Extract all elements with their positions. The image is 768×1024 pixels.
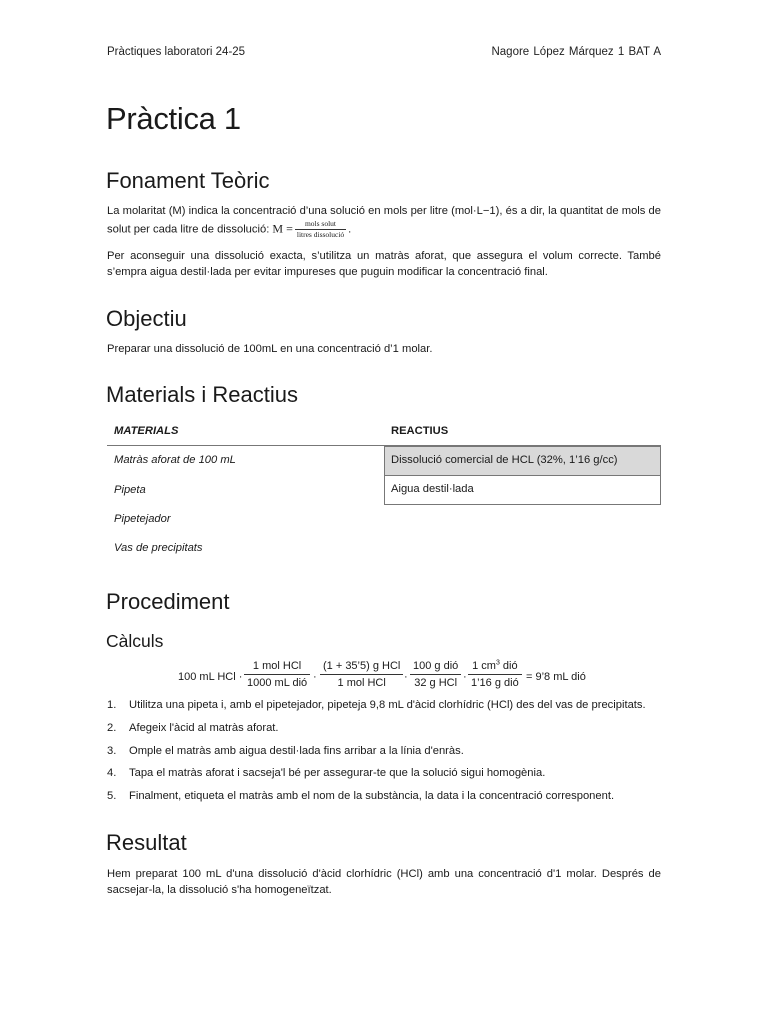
page-title: Pràctica 1: [106, 101, 241, 136]
heading-resultat: Resultat: [106, 830, 187, 855]
formula-lhs: M =: [272, 221, 293, 236]
fraction-denominator: 1’16 g dió: [471, 677, 519, 689]
fraction-denominator: 1 mol HCl: [337, 677, 386, 689]
reactiu-cell: [384, 475, 661, 505]
equation-result: = 9’8 mL dió: [526, 671, 586, 683]
column-header-materials: MATERIALS: [114, 425, 179, 437]
step-text: Utilitza una pipeta i, amb el pipetejador, pipeteja 9,8 mL d'àcid clorhídric (HCl) des del vas de precipitats.: [129, 699, 646, 711]
material-item: Pipeta: [114, 484, 146, 496]
page-header: [107, 46, 661, 62]
fraction-denominator: 1000 mL dió: [247, 677, 308, 689]
fraction-numerator: [468, 659, 522, 675]
equation-fraction-3: [410, 659, 461, 689]
step-number: 2.: [107, 722, 117, 734]
formula-numerator: mols solut: [295, 219, 346, 230]
cube-exponent: 3: [495, 659, 500, 667]
heading-objectiu: Objectiu: [106, 306, 187, 331]
header-course: Pràctiques laboratori 24-25: [107, 46, 246, 58]
fraction-numerator: (1 + 35’5) g HCl: [320, 659, 403, 675]
material-item: Vas de precipitats: [114, 542, 203, 554]
reactiu-item: Aigua destil·lada: [391, 483, 474, 495]
fonament-text: La molaritat (M) indica la concentració d’una solució en mols per litre (mol·L−1), és a dir, la quantitat de mols de solut per cada litre de dissolució:: [107, 205, 661, 236]
subheading-calculs: Càlculs: [106, 631, 164, 651]
step-text: Afegeix l'àcid al matràs aforat.: [129, 722, 279, 734]
step-text: Omple el matràs amb aigua destil·lada fins arribar a la línia d'enràs.: [129, 745, 464, 757]
multiply-dot: ·: [404, 671, 408, 683]
reactiu-item: Dissolució comercial de HCL (32%, 1’16 g/cc): [391, 454, 618, 466]
equation-lead: 100 mL HCl ·: [178, 671, 243, 683]
material-item: Matràs aforat de 100 mL: [114, 454, 236, 466]
numerator-part: dió: [499, 660, 518, 672]
objectiu-text: Preparar una dissolució de 100mL en una concentració d’1 molar.: [107, 343, 433, 355]
step-number: 3.: [107, 745, 117, 757]
step-text: Finalment, etiqueta el matràs amb el nom de la substància, la data i la concentració corresponent.: [129, 790, 615, 802]
column-header-reactius: REACTIUS: [391, 425, 449, 437]
formula-denominator: litres dissolució: [296, 230, 345, 239]
fraction-numerator: 1 mol HCl: [244, 659, 310, 675]
multiply-dot: ·: [463, 671, 467, 683]
step-text: Tapa el matràs aforat i sacseja'l bé per assegurar-te que la solució sigui homogènia.: [129, 767, 546, 779]
multiply-dot: ·: [313, 671, 317, 683]
equation-fraction-4: [468, 659, 522, 689]
resultat-text: Hem preparat 100 mL d'una dissolució d'àcid clorhídric (HCl) amb una concentració d'1 molar. Després de sacsejar-la, la dissolució s'ha homogeneïtzat.: [107, 868, 661, 896]
step-number: 5.: [107, 790, 117, 802]
heading-materials: Materials i Reactius: [106, 382, 298, 407]
step-number: 4.: [107, 767, 117, 779]
heading-procediment: Procediment: [106, 589, 230, 614]
step-number: 1.: [107, 699, 117, 711]
equation-fraction-1: [244, 659, 310, 689]
molarity-fraction: [295, 219, 346, 240]
table-header-row: [107, 417, 661, 446]
formula-end: .: [348, 223, 352, 236]
fonament-paragraph-1: [107, 203, 661, 240]
fraction-denominator: 32 g HCl: [414, 677, 458, 689]
fonament-paragraph-2: Per aconseguir una dissolució exacta, s’utilitza un matràs aforat, que assegura el volum correcte. També s’empra aigua destil·lada per evitar impureses que puguin modificar la concentració final.: [107, 250, 661, 278]
material-item: Pipetejador: [114, 513, 171, 525]
equation-fraction-2: [320, 659, 403, 689]
numerator-part: 1 cm: [472, 660, 496, 672]
header-author: Nagore López Márquez 1 BAT A: [491, 46, 661, 58]
heading-fonament: Fonament Teòric: [106, 168, 270, 193]
reactiu-cell: [384, 446, 661, 476]
fraction-numerator: 100 g dió: [410, 659, 461, 675]
